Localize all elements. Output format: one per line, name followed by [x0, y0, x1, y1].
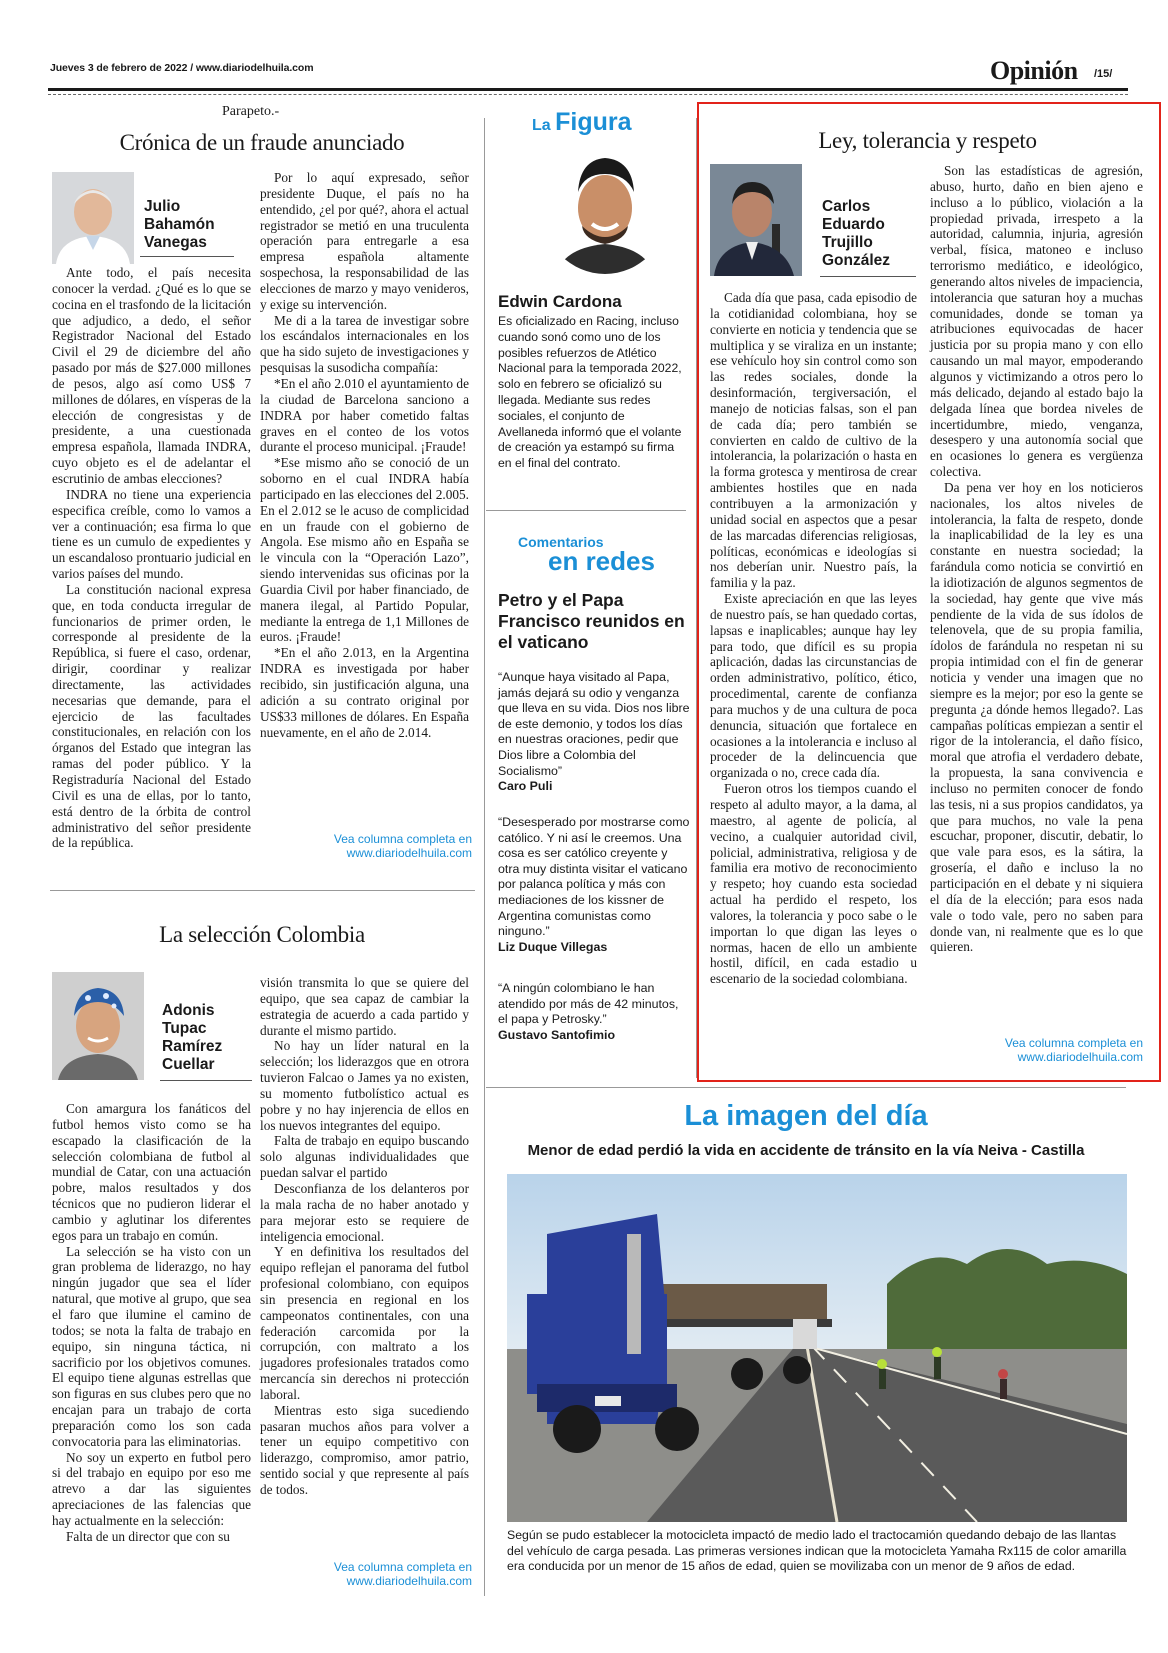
author-rule	[160, 1080, 252, 1081]
section-title: Opinión	[990, 56, 1078, 85]
redes-label-bottom: en redes	[548, 546, 655, 576]
figura-text: Es oficializado en Racing, incluso cuando sonó como uno de los posibles refuerzos de Atlético Nacional para la temporada 2022, solo en febrero se oficializó su llegada. Mediante sus redes sociales, el conjunto de Avellaneda informó que el volante de creación ya estampó su firma en el final del contrato.	[498, 314, 682, 471]
article-column-2: Son las estadísticas de agresión, abuso, hurto, daño en bien ajeno e incluso a lo público, violación a la propiedad privada, irrespeto a la autoridad, calumnia, injuria, agresión verbal, física, matoneo e incluso terrorismo mediático, e ideológico, generando altos niveles de impaciencia, intolerancia que saturan hoy a muchas comunidades, donde se toman ya atribuciones equivocadas de hacer justicia por su propia mano y con ello causando un mal mayor, empoderando algunos y victimizando a otros pero lo más delicado, dejando al estado bajo la delgada línea que bordea niveles de incertidumbre, miedo, venganza, desespero y una autonomía social que en ocasiones lo genera es vergüenza colectiva. Da pena ver hoy en los noticieros nacionales, los altos niveles de intolerancia, la falta de respeto, donde la inaplicabilidad de la ley es una constante en nuestra sociedad; la farándula como noticia se convirtió en la idiotización de algunos segmentos de la sociedad, hay gente que vive más pendiente de la vida de sus ídolos de telenovela, que de su propia familia, ídolos de farándula no respetan ni su propia intimidad con el fin de generar noticia y vender una imagen que no siempre es la mejor; por eso la gente se pregunta ¿a dónde hemos llegado?. Las campañas políticas empiezan a sentir el rigor de la intolerancia, el daño físico, moral que atrofia el verdadero debate, la propuesta, la sana convivencia e incluso no permiten conocer de fondo las tesis, ni a sus propios candidatos, ya que para muchos, no vale la pena escuchar, proponer, discutir, debatir, lo que vale para esos, es la sátira, la grosería, el daño e incluso la no participación en el debate y ni siquiera el día de la elección; para esos nada vale o todo vale, pero no saben para donde van, ni realmente que es lo que quieren.	[930, 163, 1143, 955]
redes-headline: Petro y el Papa Francisco reunidos en el vaticano	[498, 590, 685, 652]
author-name: Julio Bahamón Vanegas	[144, 198, 215, 251]
comment-author: Caro Puli	[498, 779, 553, 794]
author-portrait-icon	[52, 172, 134, 264]
read-more-link[interactable]: Vea columna completa en www.diariodelhuila.com	[333, 1560, 472, 1588]
author-photo	[52, 172, 134, 264]
header-date-site: Jueves 3 de febrero de 2022 / www.diariodelhuila.com	[50, 62, 314, 74]
author-name: Adonis Tupac Ramírez Cuellar	[162, 1002, 223, 1073]
accident-photo	[507, 1174, 1127, 1522]
comment-item	[498, 670, 690, 793]
comment-text: “Aunque haya visitado al Papa, jamás dejará su odio y venganza que lleva en su vida. Dios nos libre de este demonio, y todos los días en nuestras oraciones, pedir que Dios libre a Colombia del Socialismo”	[498, 670, 690, 778]
article-title: Crónica de un fraude anunciado	[119, 130, 405, 155]
figura-name: Edwin Cardona	[498, 292, 622, 311]
image-section-title: La imagen del día	[684, 1100, 928, 1132]
article-column-1: Cada día que pasa, cada episodio de la cotidianidad colombiana, hoy se convierte en noticia y tendencia que se multiplica y se viraliza en un instante; ese vehículo hoy sin control como son las redes sociales, donde la desinformación, tergiversación, el manejo de noticias falsas, son el pan de cada día; pero también se convierten en caldo de cultivo de la intolerancia, la polarización o hasta en la forma grotesca y mentirosa de crear ambientes hostiles que en nada contribuyen a la armonización y unidad social en aspectos que a pesar de las marcadas diferencias religiosas, políticas, económicas e ideologías si nos deberían unir. Nuestro país, la familia y la paz. Existe apreciación en que las leyes de nuestro país, se han quedado cortas, lapsas e inaplicables; aunque hay ley para todo, que difícil es su propia aplicación, dadas las circunstancias de orden administrativo, político, ético, procedimental, carente de confianza para muchos y de una cultura de poca denuncia, situación que fortalece en ocasiones a la intolerancia e incluso al proceder de la delincuencia que organizada o no, crece cada día. Fueron otros los tiempos cuando el respeto al adulto mayor, a la dama, al maestro, al agente de policía, al vecino, a cualquier autoridad civil, policial, administrativa, religiosa y de familia era motivo de reconocimiento y respeto; hoy cuando esta sociedad actual ha perdido el respeto, los valores, la tolerancia y poco sabe o le importan lo que digan las leyes o normas, hacen de ello un ambiente hostil, difícil, en cada estadio u escenario de la sociedad colombiana.	[710, 290, 917, 987]
header-dotted-rule	[48, 94, 1128, 95]
author-rule	[140, 256, 234, 257]
article-column-2: visión transmita lo que se quiere del equipo, que sea capaz de cambiar la estrategia de acuerdo a cada partido y durante el mismo partido. No hay un líder natural en la selección; los liderazgos que en otrora tuvieron Falcao o James ya no existen, su momento futbolístico actual es pobre y no hay injerencia de ellos en los nuevos integrantes del equipo. Falta de trabajo en equipo buscando solo algunas individualidades que puedan salvar el partido Desconfianza de los delanteros por la mala racha de no haber anotado y para mejorar esto se requiere de inteligencia emocional. Y en definitiva los resultados del equipo reflejan el panorama del futbol profesional colombiano, con equipos sin presencia en regional en los campeonatos continentales, con una federación carcomida por la corrupción, con maltrato a los jugadores profesionales tratados como mercancía sin derechos ni protección laboral. Mientras esto siga sucediendo pasaran muchos años para volver a tener un equipo competitivo con liderazgo, compromiso, amor patrio, sentido social y que represente al país de todos.	[260, 975, 469, 1497]
player-portrait-icon	[542, 144, 668, 274]
image-headline: Menor de edad perdió la vida en accidente de tránsito en la vía Neiva - Castilla	[527, 1142, 1085, 1159]
article-title: Ley, tolerancia y respeto	[818, 128, 1037, 153]
article-title: La selección Colombia	[159, 922, 365, 947]
read-more-link[interactable]: Vea columna completa en www.diariodelhuila.com	[1004, 1036, 1143, 1064]
author-portrait-icon	[52, 972, 144, 1080]
author-photo	[710, 164, 802, 276]
read-more-link[interactable]: Vea columna completa en www.diariodelhuila.com	[333, 832, 472, 860]
comment-item	[498, 815, 690, 954]
article-column-2: Por lo aquí expresado, señor presidente Duque, el país no ha entendido, ¿el por qué?, ahora el actual registrador se metió en una truculenta operación para entregarle a esa empresa española altamente sospechosa, la responsabilidad de las elecciones de marzo y mayo venideros, y exige su intervención. Me di a la tarea de investigar sobre los escándalos internacionales en los que ha sido sujeto de investigaciones y pesquisas la susodicha compañía: *En el año 2.010 el ayuntamiento de la ciudad de Barcelona sanciono a INDRA por haber cometido faltas graves en el conteo de los votos durante el proceso municipal. ¡Fraude! *Ese mismo año se conoció de un soborno en el cual INDRA había participado en las elecciones del 2.005. En el 2.012 se le acuso de complicidad en un fraude con el gobierno de Angola. Ese mismo año en España se le vincula con la “Operación Lazo”, siendo intervenidas sus oficinas por la Guardia Civil por haber financiado, de manera ilegal, al Partido Popular, mediante la entrega de 1,1 Millones de euros. ¡Fraude! *En el año 2.013, en la Argentina INDRA es investigada por haber recibido, sin justificación alguna, una adición a su contrato original por US$33 millones de dólares. En España nuevamente, en el año de 2.014.	[260, 170, 469, 740]
comment-author: Liz Duque Villegas	[498, 939, 608, 954]
section-divider-left	[50, 890, 475, 891]
page-number: /15/	[1094, 68, 1113, 80]
article-column-1: Con amargura los fanáticos del futbol hemos visto como se ha escapado la clasificación de la selección colombiana de futbol al mundial de Catar, con una actuación pobre, malos resultados y dos técnicos que no pudieron liderar el cambio y aglutinar los diferentes egos para un trabajo en común. La selección se ha visto con un gran problema de liderazgo, no hay ningún jugador que sea el líder natural, que motive al grupo, que sea el faro que ilumine el camino de todos; se nota la falta de trabajo en equipo, sin ninguna táctica, ni sacrificio por los objetivos comunes. El equipo tiene algunas estrellas que son figuras en sus clubes pero que no encajan para un trabajo de corta preparación como los son cada convocatoria para las eliminatorias. No soy un experto en futbol pero si del trabajo en equipo por eso me atrevo a dar las siguientes apreciaciones de las falencias que hay actualmente en la selección: Falta de un director que con su	[52, 1101, 251, 1544]
column-divider-left	[484, 118, 485, 1596]
redes-label-top: Comentarios	[518, 534, 604, 550]
author-photo	[52, 972, 144, 1080]
figura-photo	[542, 144, 668, 274]
comment-author: Gustavo Santofimio	[498, 1027, 616, 1042]
comment-item	[498, 981, 690, 1042]
author-portrait-icon	[710, 164, 802, 276]
image-caption: Según se pudo establecer la motocicleta impactó de medio lado el tractocamión quedando debajo de las llantas del vehículo de carga pesada. Las primeras versiones indican que la motocicleta Yamaha Rx115 de color amarilla era conducida por un menor de 15 años de edad, quien se movilizaba con un menor de 9 años de edad.	[507, 1528, 1127, 1573]
truck-accident-scene-icon	[507, 1174, 1127, 1522]
author-rule	[820, 276, 916, 277]
article-column-1: Ante todo, el país necesita conocer la verdad. ¿Qué es lo que se cocina en el trasfondo de la licitación que adjudico, a dedo, el señor Registrador Nacional del Estado Civil el 29 de diciembre del año pasado por más de $27.000 millones de pesos, algo así como US$ 7 millones de dólares, en vísperas de la elección de congresistas y de presidente, a una cuestionada empresa española, llamada INDRA, cuyo objeto es el de adelantar el escrutinio de ambas elecciones? INDRA no tiene una experiencia especifica creíble, como lo vamos a ver a continuación; esa firma lo que tiene es un cumulo de expedientes y un escandaloso prontuario judicial en varios países del mundo. La constitución nacional expresa que, en toda conducta irregular de funcionarios de primer orden, le corresponde al presidente de la República, si fuere el caso, ordenar, dirigir, coordinar y realizar directamente, las actividades necesarias que demande, para el ejercicio de las facultades constitucionales, en relación con los órganos del Estado que integran las ramas del poder público. Y la Registraduría Nacional del Estado Civil es una de ellas, por lo tanto, está dentro de la órbita de control administrativo del señor presidente de la república.	[52, 265, 251, 851]
author-name: Carlos Eduardo Trujillo González	[822, 198, 891, 269]
header-rule	[48, 88, 1128, 91]
section-divider-bottom	[486, 1087, 1126, 1088]
figura-label: La Figura	[532, 108, 632, 136]
article-kicker: Parapeto.-	[222, 104, 280, 119]
section-divider-middle	[486, 510, 686, 511]
comment-text: “Desesperado por mostrarse como católico. Y ni así le creemos. Una cosa es ser católico creyente y otra muy distinta visitar el vaticano por palanca política y más con mediaciones de los kissner de Argentina comunistas como ninguno.”	[498, 815, 690, 939]
comment-text: “A ningún colombiano le han atendido por más de 42 minutos, el papa y Petrosky.”	[498, 981, 679, 1027]
